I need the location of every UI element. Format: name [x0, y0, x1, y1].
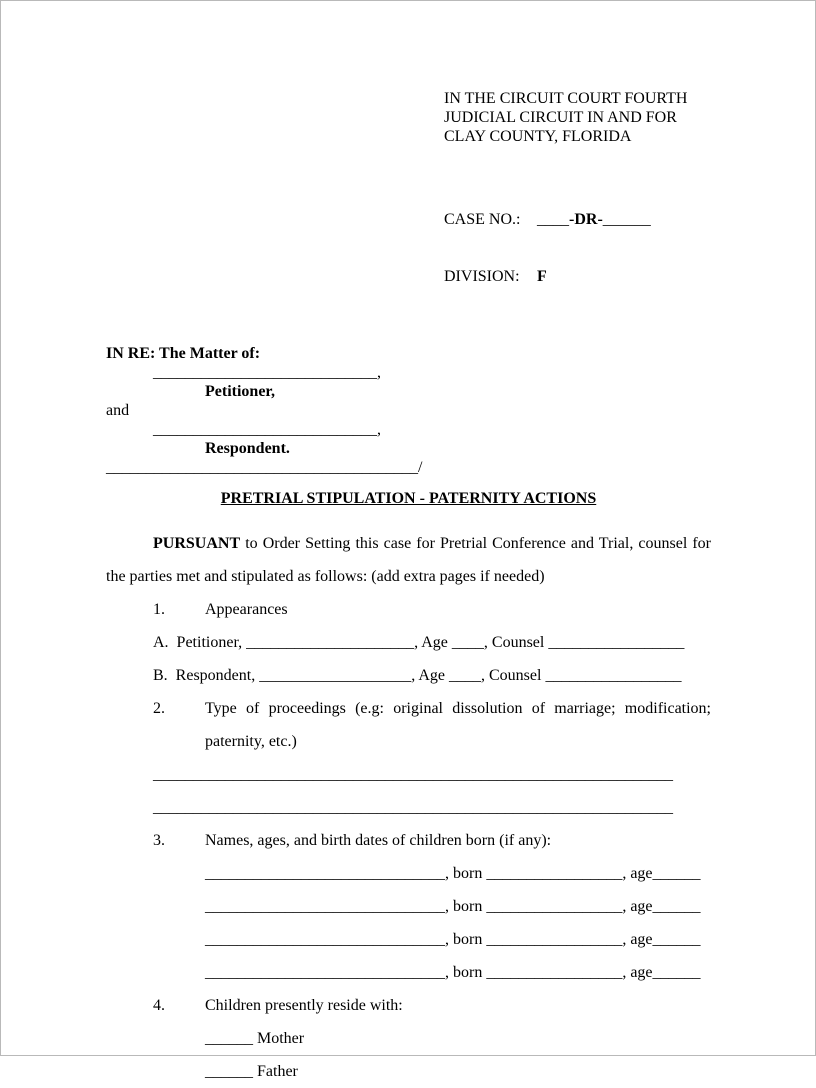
respondent-label: Respondent.: [205, 440, 290, 457]
appearance-petitioner-line: A. Petitioner, _____________________, Age ____, Counsel _________________: [153, 634, 685, 651]
petitioner-name-blank: ____________________________,: [153, 364, 381, 381]
item-3-number: 3.: [153, 832, 165, 849]
case-no-label: CASE NO.:: [444, 211, 521, 228]
petitioner-label: Petitioner,: [205, 383, 276, 400]
intro-text: to Order Setting this case for Pretrial Conference and Trial, counsel for the parties met and stipulated as follows: (add extra pages if needed): [106, 535, 711, 585]
item-3-children: [106, 824, 711, 857]
item-1-appearances: [106, 593, 711, 626]
in-re-line: IN RE: The Matter of:: [106, 345, 261, 362]
stipulation-items: [106, 593, 711, 1088]
court-header-line-2: JUDICIAL CIRCUIT IN AND FOR: [444, 109, 677, 126]
and-label: and: [106, 402, 130, 419]
case-no-blank-2: ______: [602, 211, 651, 228]
child-info-line-1: ______________________________, born _________________, age______: [205, 865, 701, 882]
case-no-dr: -DR-: [569, 211, 603, 228]
pursuant-word: PURSUANT: [153, 535, 241, 552]
item-3-text: Names, ages, and birth dates of children born (if any):: [205, 832, 552, 849]
proceedings-blank-line-1: _________________________________________________________________: [153, 766, 673, 783]
document-title: PRETRIAL STIPULATION - PATERNITY ACTIONS: [220, 490, 597, 507]
case-caption: [106, 344, 711, 477]
division-line: [444, 267, 711, 286]
court-header-line-3: CLAY COUNTY, FLORIDA: [444, 128, 632, 145]
item-2-proceedings: [106, 692, 711, 758]
child-info-line-2: ______________________________, born _________________, age______: [205, 898, 701, 915]
reside-mother-line: ______ Mother: [205, 1030, 305, 1047]
item-4-text: Children presently reside with:: [205, 997, 403, 1014]
respondent-name-blank: ____________________________,: [153, 421, 381, 438]
item-1-text: Appearances: [205, 601, 288, 618]
item-2-text: Type of proceedings (e.g: original dissolution of marriage; modification; paternity, etc.): [205, 700, 711, 750]
child-info-line-4: ______________________________, born _________________, age______: [205, 964, 701, 981]
case-info-block: [444, 172, 711, 324]
caption-divider-line: _______________________________________/: [106, 459, 423, 476]
proceedings-blank-line-2: _________________________________________________________________: [153, 799, 673, 816]
reside-father-line: ______ Father: [205, 1063, 298, 1080]
item-2-number: 2.: [153, 700, 165, 717]
case-no-blank-1: ____: [537, 211, 569, 228]
court-header-line-1: IN THE CIRCUIT COURT FOURTH: [444, 90, 688, 107]
child-info-line-3: ______________________________, born _________________, age______: [205, 931, 701, 948]
court-header: [444, 89, 711, 146]
item-4-reside: [106, 989, 711, 1022]
item-4-number: 4.: [153, 997, 165, 1014]
appearance-respondent-line: B. Respondent, ___________________, Age ____, Counsel _________________: [153, 667, 682, 684]
division-label: DIVISION:: [444, 268, 520, 285]
case-number-line: [444, 210, 711, 229]
item-1-number: 1.: [153, 601, 165, 618]
division-value: F: [537, 268, 547, 285]
intro-paragraph: [106, 527, 711, 593]
